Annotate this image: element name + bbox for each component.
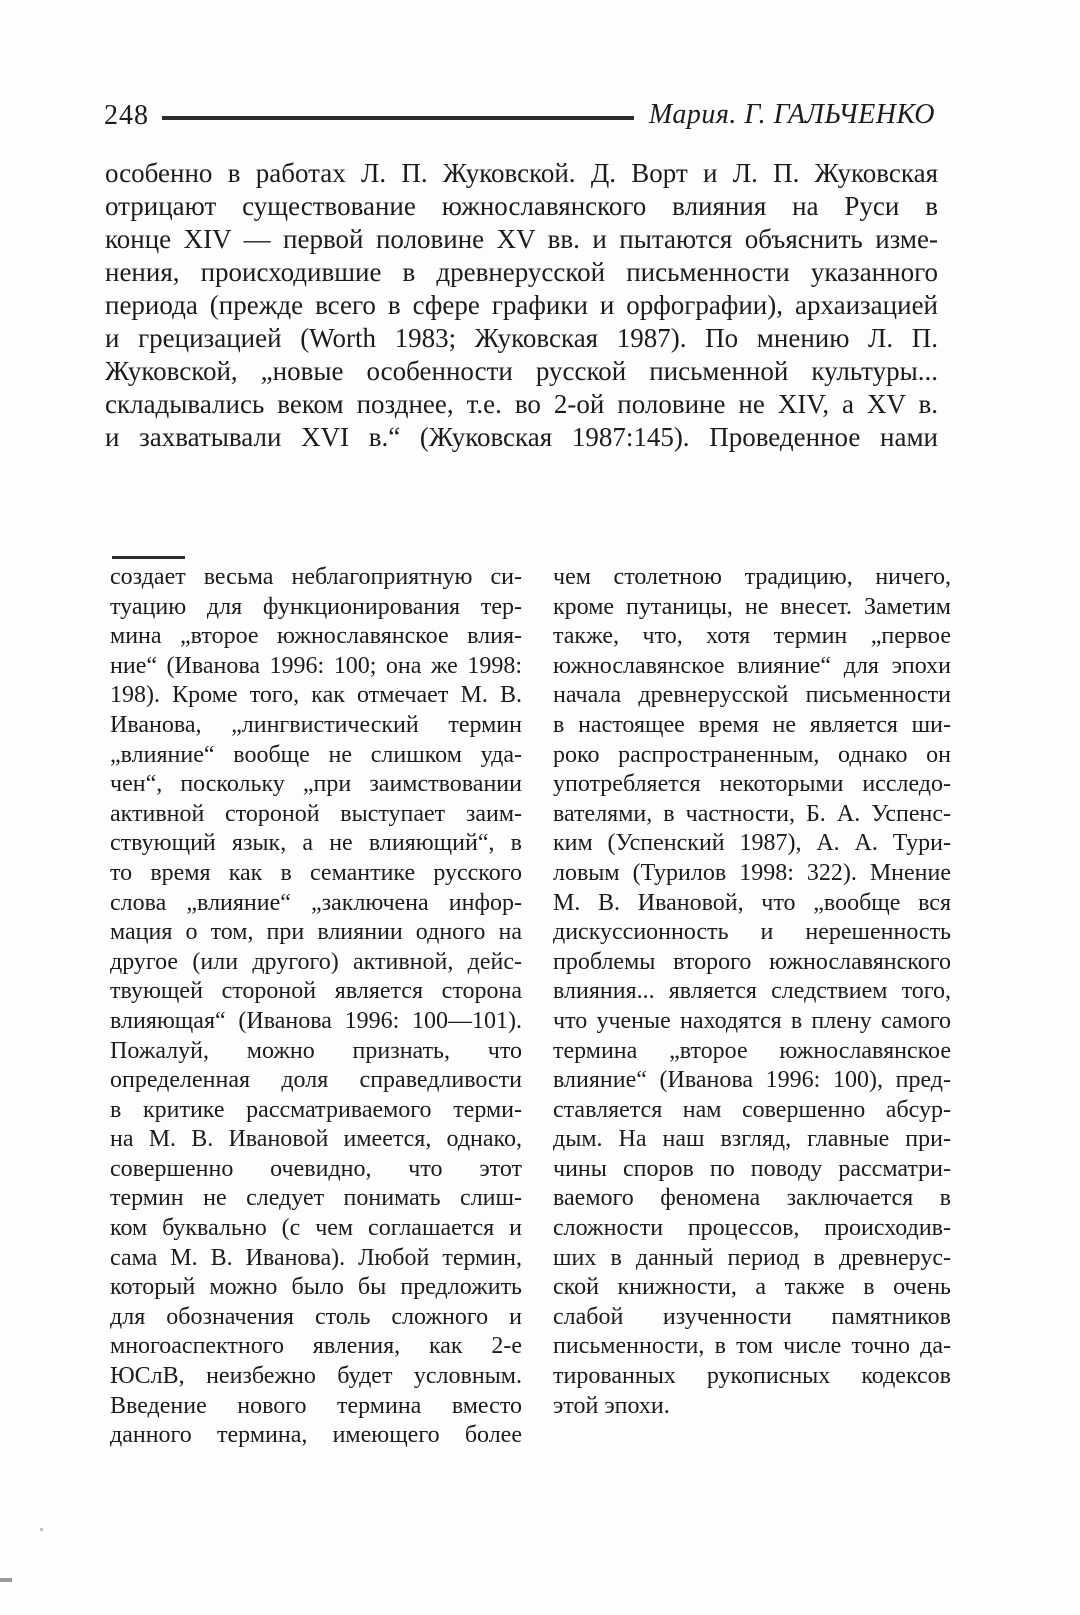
text-line: периода (прежде всего в сфере графики и орфографии), архаизацией <box>105 290 938 320</box>
text-line: и захватывали XVI в.“ (Жуковская 1987:145). Проведенное нами <box>105 422 938 452</box>
text-line: „влияние“ вообще не слишком уда- <box>110 741 522 768</box>
text-line: проблемы второго южнославянского <box>553 948 951 975</box>
text-line: твующей стороной является сторона <box>110 978 522 1005</box>
page-number: 248 <box>104 100 149 131</box>
text-line: ставляется нам совершенно абсур- <box>553 1096 951 1123</box>
running-head-author: Мария. Г. ГАЛЬЧЕНКО <box>648 99 935 130</box>
text-line: 198). Кроме того, как отмечает М. В. <box>110 682 522 709</box>
text-line: этой эпохи. <box>553 1392 670 1419</box>
main-text-block <box>105 157 938 454</box>
text-line: в критике рассматриваемого терми- <box>110 1096 522 1123</box>
text-line: Жуковской, „новые особенности русской письменной культуры... <box>105 356 938 386</box>
text-line: влияние“ (Иванова 1996: 100), пред- <box>553 1067 951 1094</box>
header-rule <box>162 116 634 120</box>
text-line: роко распространенным, однако он <box>553 741 951 768</box>
text-line: южнославянское влияние“ для эпохи <box>553 652 951 679</box>
text-line: слова „влияние“ „заключена инфор- <box>110 889 522 916</box>
text-line: употребляется некоторыми исследо- <box>553 771 951 798</box>
text-line: дым. На наш взгляд, главные при- <box>553 1126 951 1153</box>
text-line: особенно в работах Л. П. Жуковской. Д. Ворт и Л. П. Жуковская <box>105 158 938 188</box>
text-line: слабой изученности памятников <box>553 1303 951 1330</box>
text-line: в настоящее время не является ши- <box>553 711 951 738</box>
text-line: отрицают существование южнославянского влияния на Руси в <box>105 191 938 221</box>
text-line: ваемого феномена заключается в <box>553 1185 951 1212</box>
text-line: термина „второе южнославянское <box>553 1037 951 1064</box>
text-line: для обозначения столь сложного и <box>110 1303 522 1330</box>
text-line: Пожалуй, можно признать, что <box>110 1037 522 1064</box>
text-line: чем столетною традицию, ничего, <box>553 564 951 590</box>
text-line: конце XIV — первой половине XV вв. и пытаются объяснить изме- <box>105 224 938 254</box>
text-line: совершенно очевидно, что этот <box>110 1155 522 1182</box>
text-line: ской книжности, а также в очень <box>553 1274 951 1301</box>
scan-speck <box>40 1528 43 1531</box>
text-line: мация о том, при влиянии одного на <box>110 919 522 946</box>
text-line: ком буквально (с чем соглашается и <box>110 1215 522 1242</box>
text-line: чины споров по поводу рассматри- <box>553 1155 951 1182</box>
text-line: что ученые находятся в плену самого <box>553 1007 951 1034</box>
text-line: ким (Успенский 1987), А. А. Тури- <box>553 830 951 857</box>
text-line: сложности процессов, происходив- <box>553 1215 951 1242</box>
text-line: вателями, в частности, Б. А. Успенс- <box>553 800 951 827</box>
text-line: ловым (Турилов 1998: 322). Мнение <box>553 859 951 886</box>
text-line: начала древнерусской письменности <box>553 682 951 709</box>
text-line: складывались веком позднее, т.е. во 2-ой половине не XIV, а XV в. <box>105 389 938 419</box>
text-line: термин не следует понимать слиш- <box>110 1185 522 1212</box>
text-line: мина „второе южнославянское влия- <box>110 623 522 650</box>
footnote-right-column <box>553 563 951 1421</box>
text-line: многоаспектного явления, как 2-е <box>110 1333 522 1360</box>
text-line: и грецизацией (Worth 1983; Жуковская 1987). По мнению Л. П. <box>105 323 938 353</box>
text-line: данного термина, имеющего более <box>110 1422 522 1449</box>
scan-speck <box>0 1578 12 1582</box>
text-line: ЮСлВ, неизбежно будет условным. <box>110 1363 522 1390</box>
text-line: Введение нового термина вместо <box>110 1392 522 1419</box>
footnote-left-column <box>110 563 522 1451</box>
text-line: определенная доля справедливости <box>110 1067 522 1094</box>
text-line: другое (или другого) активной, дейс- <box>110 948 522 975</box>
text-line: то время как в семантике русского <box>110 859 522 886</box>
text-line: также, что, хотя термин „первое <box>553 623 951 650</box>
text-line: влияющая“ (Иванова 1996: 100—101). <box>110 1007 522 1034</box>
text-line: письменности, в том числе точно да- <box>553 1333 951 1360</box>
text-line: который можно было бы предложить <box>110 1274 522 1301</box>
text-line: на М. В. Ивановой имеется, однако, <box>110 1126 522 1153</box>
text-line: туацию для функционирования тер- <box>110 593 522 620</box>
text-line: чен“, поскольку „при заимствовании <box>110 771 522 798</box>
text-line: нения, происходившие в древнерусской письменности указанного <box>105 257 938 287</box>
text-line: дискуссионность и нерешенность <box>553 919 951 946</box>
text-line: сама М. В. Иванова). Любой термин, <box>110 1244 522 1271</box>
text-line: ствующий язык, а не влияющий“, в <box>110 830 522 857</box>
text-line: Иванова, „лингвистический термин <box>110 711 522 738</box>
text-line: тированных рукописных кодексов <box>553 1363 951 1390</box>
text-line: активной стороной выступает заим- <box>110 800 522 827</box>
text-line: создает весьма неблагоприятную си- <box>110 564 522 590</box>
text-line: ших в данный период в древнерус- <box>553 1244 951 1271</box>
text-line: М. В. Ивановой, что „вообще вся <box>553 889 951 916</box>
text-line: влияния... является следствием того, <box>553 978 951 1005</box>
footnote-rule <box>112 556 185 559</box>
text-line: ние“ (Иванова 1996: 100; она же 1998: <box>110 652 522 679</box>
text-line: кроме путаницы, не внесет. Заметим <box>553 593 951 620</box>
